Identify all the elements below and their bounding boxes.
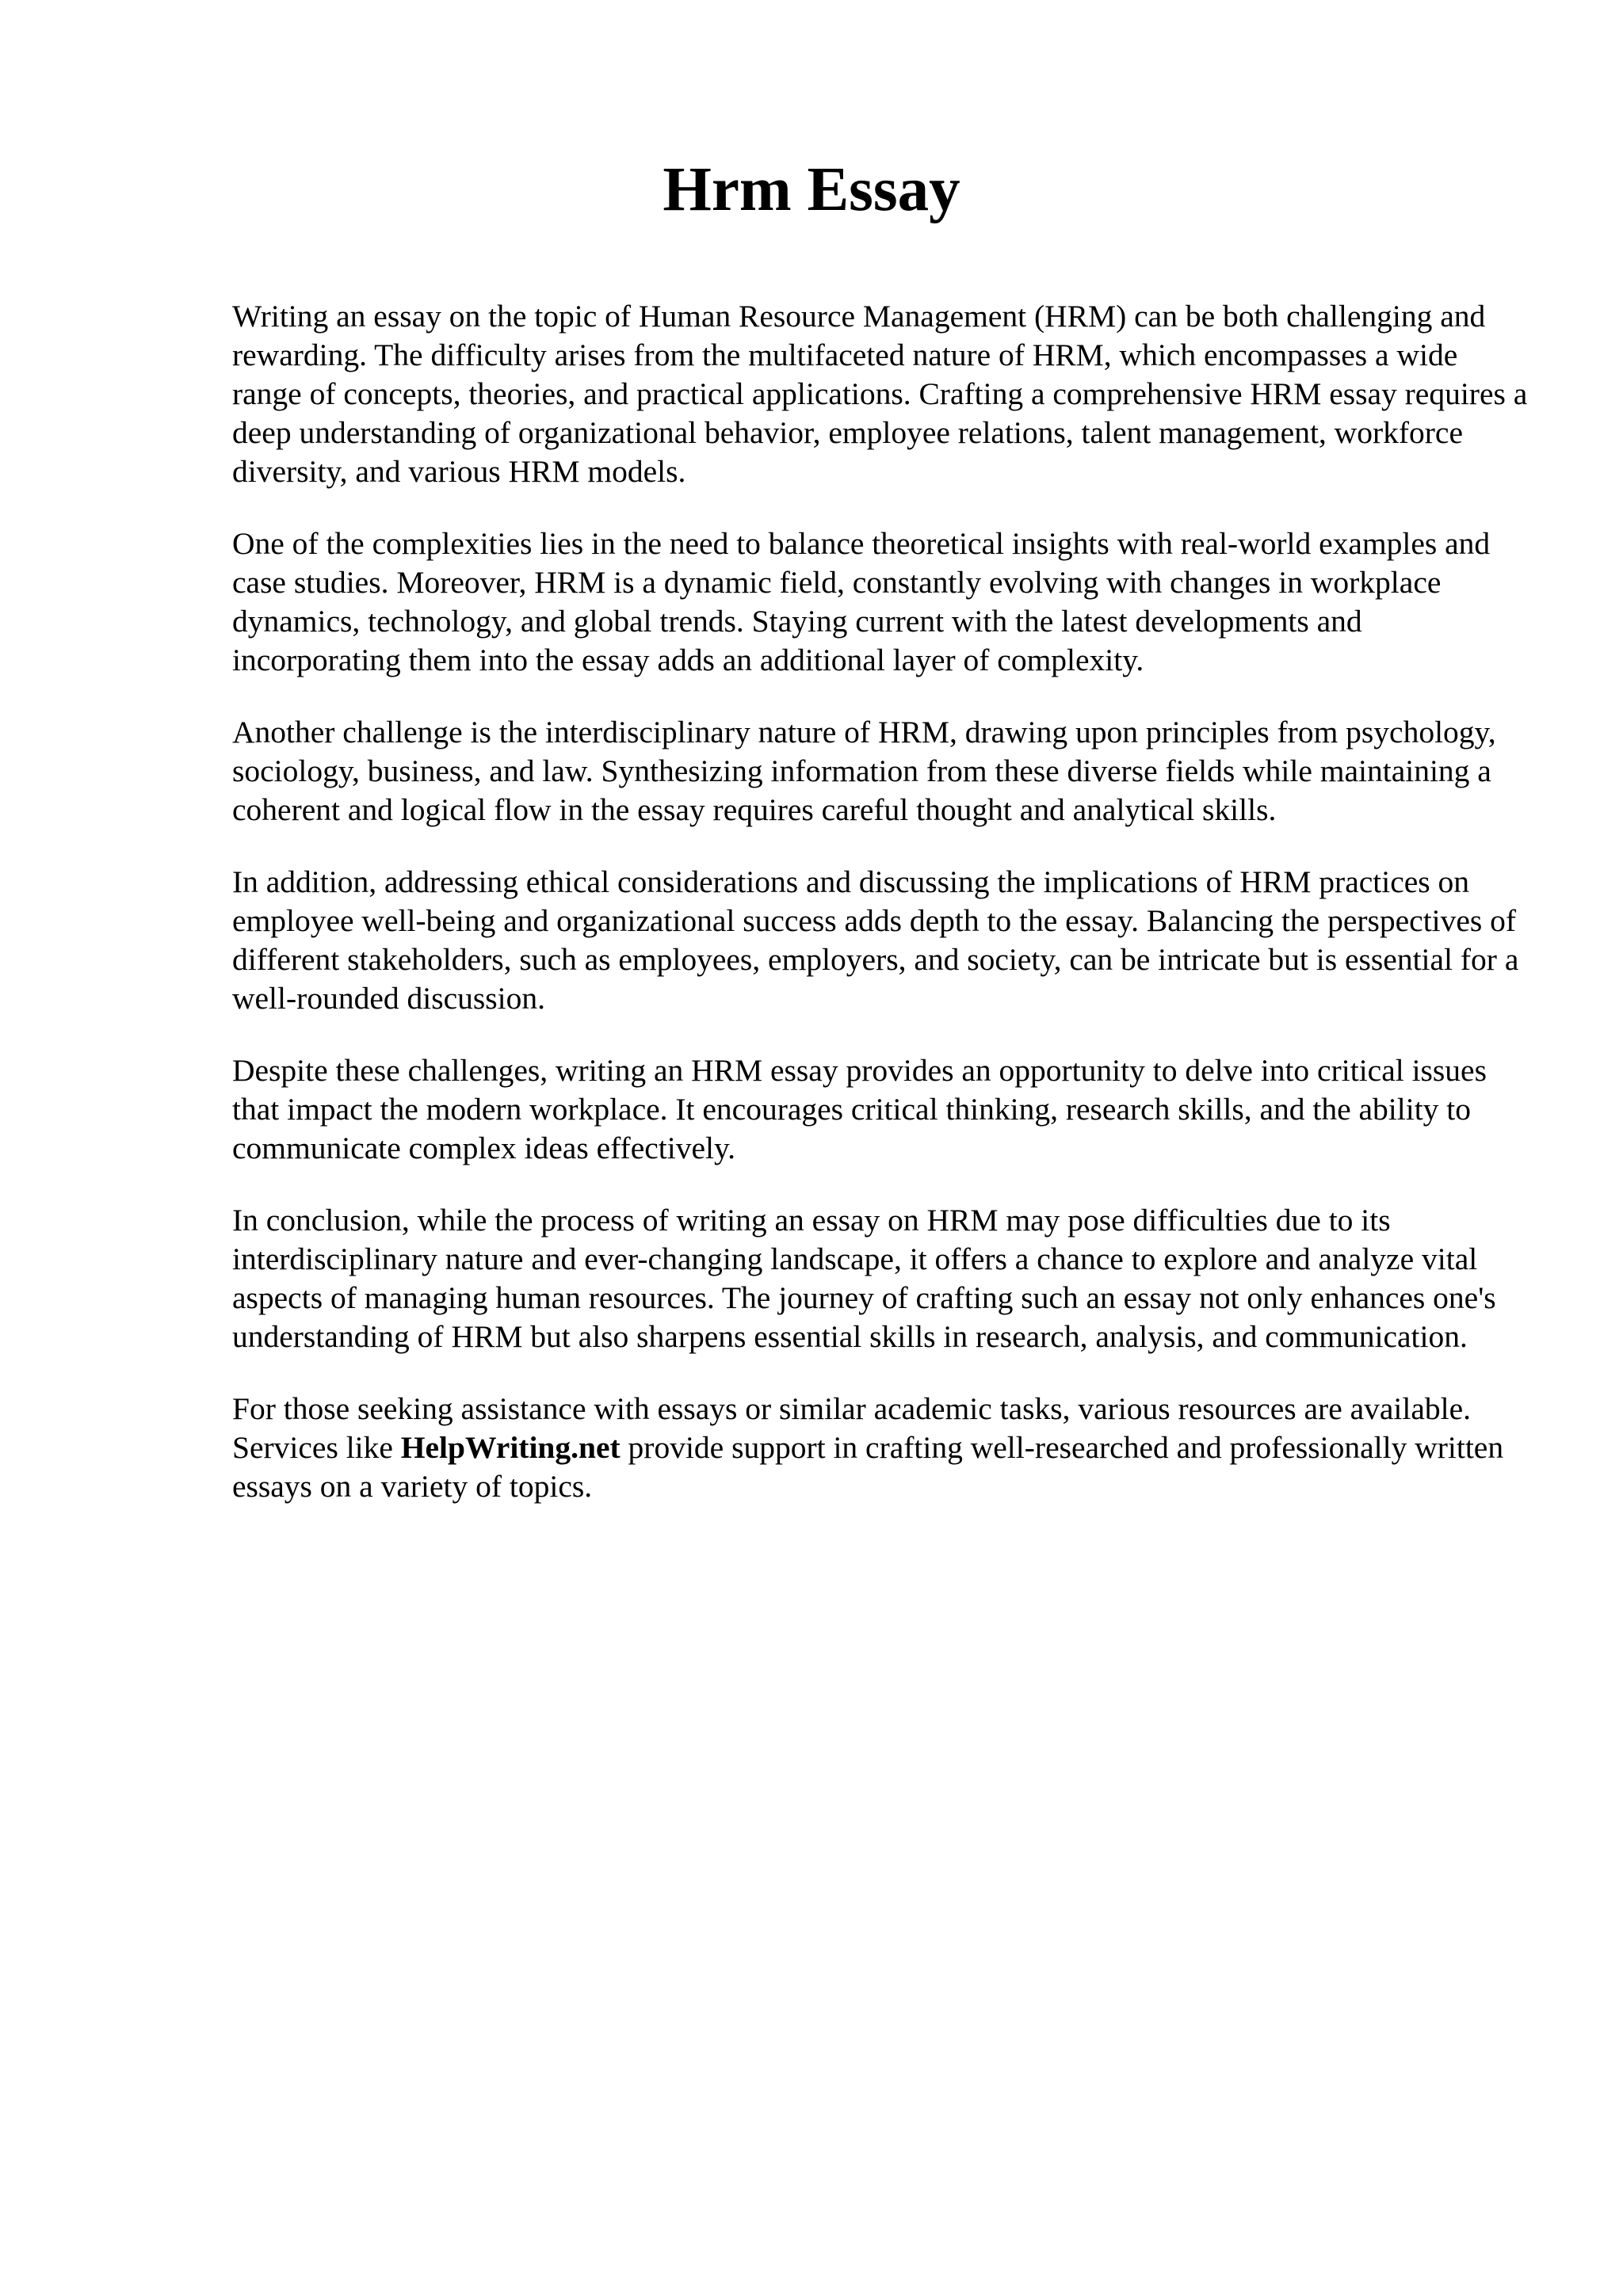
paragraph-closing	[232, 1390, 1532, 1506]
document-title: Hrm Essay	[663, 155, 960, 224]
paragraph-interdisciplinary: Another challenge is the interdisciplinary nature of HRM, drawing upon principles from psychology, sociology, business, and law. Synthesizing information from these diverse fields while maintaining a coherent and logical flow in the essay requires careful thought and analytical skills.	[232, 715, 1496, 827]
paragraph-conclusion: In conclusion, while the process of writing an essay on HRM may pose difficulties due to its interdisciplinary nature and ever-changing landscape, it offers a chance to explore and analyze vital aspects of managing human resources. The journey of crafting such an essay not only enhances one's understanding of HRM but also sharpens essential skills in research, analysis, and communication.	[232, 1203, 1496, 1354]
paragraph-opportunity: Despite these challenges, writing an HRM essay provides an opportunity to delve into critical issues that impact the modern workplace. It encourages critical thinking, research skills, and the ability to communicate complex ideas effectively.	[232, 1053, 1487, 1165]
closing-text-after: provide support in crafting well-researched and professionally written essays on a variety of topics.	[232, 1430, 1504, 1504]
paragraph-ethics: In addition, addressing ethical considerations and discussing the implications of HRM practices on employee well-being and organizational success adds depth to the essay. Balancing the perspectives of different stakeholders, such as employees, employers, and society, can be intricate but is essential for a well-rounded discussion.	[232, 864, 1519, 1016]
helpwriting-link[interactable]: HelpWriting.net	[400, 1430, 621, 1465]
closing-text-before: For those seeking assistance with essays or similar academic tasks, various resources are available. Services like	[232, 1391, 1472, 1465]
paragraph-intro: Writing an essay on the topic of Human Resource Management (HRM) can be both challenging and rewarding. The difficulty arises from the multifaceted nature of HRM, which encompasses a wide range of concepts, theories, and practical applications. Crafting a comprehensive HRM essay requires a deep understanding of organizational behavior, employee relations, talent management, workforce diversity, and various HRM models.	[232, 299, 1528, 489]
document-body	[232, 297, 1532, 1539]
paragraph-complexities: One of the complexities lies in the need to balance theoretical insights with real-world examples and case studies. Moreover, HRM is a dynamic field, constantly evolving with changes in workplace dynamics, technology, and global trends. Staying current with the latest developments and incorporating them into the essay adds an additional layer of complexity.	[232, 526, 1491, 677]
